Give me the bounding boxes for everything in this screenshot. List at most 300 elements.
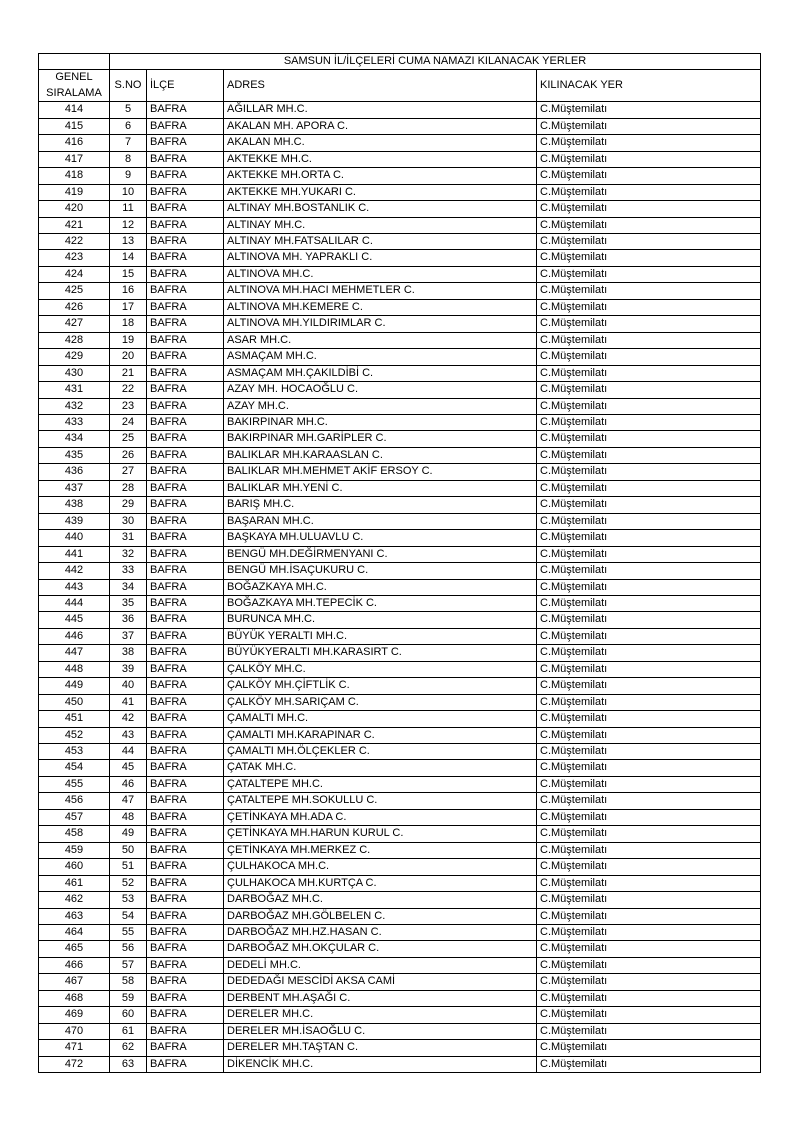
cell-yer: C.Müştemilatı [537,118,761,134]
cell-yer: C.Müştemilatı [537,497,761,513]
cell-adres: BENGÜ MH.İSAÇUKURU C. [224,563,537,579]
table-row [39,168,761,184]
cell-genel: 416 [39,135,110,151]
cell-adres: ÇAMALTI MH.C. [224,711,537,727]
cell-sno: 51 [110,859,147,875]
cell-genel: 425 [39,283,110,299]
cell-sno: 47 [110,793,147,809]
cell-sno: 32 [110,546,147,562]
cell-sno: 27 [110,464,147,480]
cell-adres: BENGÜ MH.DEĞİRMENYANI C. [224,546,537,562]
cell-yer: C.Müştemilatı [537,793,761,809]
cell-sno: 37 [110,628,147,644]
cell-sno: 45 [110,760,147,776]
cell-sno: 14 [110,250,147,266]
cell-genel: 472 [39,1056,110,1072]
cell-yer: C.Müştemilatı [537,990,761,1006]
cell-adres: ALTINAY MH.BOSTANLIK C. [224,201,537,217]
cell-genel: 465 [39,941,110,957]
cell-ilce: BAFRA [147,760,224,776]
cell-ilce: BAFRA [147,793,224,809]
cell-ilce: BAFRA [147,431,224,447]
cell-adres: ÇALKÖY MH.ÇİFTLİK C. [224,678,537,694]
col-header-sno: S.NO [110,70,147,102]
table-row [39,431,761,447]
cell-adres: ALTINOVA MH.C. [224,266,537,282]
cell-adres: BALIKLAR MH.MEHMET AKİF ERSOY C. [224,464,537,480]
cell-ilce: BAFRA [147,118,224,134]
cell-sno: 15 [110,266,147,282]
cell-ilce: BAFRA [147,612,224,628]
cell-genel: 433 [39,414,110,430]
table-row [39,875,761,891]
table-row [39,612,761,628]
blank-corner-cell [39,54,110,70]
cell-yer: C.Müştemilatı [537,1023,761,1039]
table-row [39,135,761,151]
cell-ilce: BAFRA [147,711,224,727]
cell-adres: BALIKLAR MH.YENİ C. [224,480,537,496]
cell-sno: 31 [110,530,147,546]
cell-yer: C.Müştemilatı [537,842,761,858]
cell-genel: 447 [39,645,110,661]
cell-genel: 470 [39,1023,110,1039]
table-row [39,776,761,792]
cell-genel: 452 [39,727,110,743]
cell-sno: 62 [110,1040,147,1056]
cell-sno: 57 [110,957,147,973]
table-row [39,266,761,282]
cell-yer: C.Müştemilatı [537,908,761,924]
cell-adres: DERBENT MH.AŞAĞI C. [224,990,537,1006]
cell-sno: 18 [110,316,147,332]
cell-genel: 422 [39,233,110,249]
cell-ilce: BAFRA [147,1056,224,1072]
cell-yer: C.Müştemilatı [537,365,761,381]
cell-adres: BARIŞ MH.C. [224,497,537,513]
cell-genel: 438 [39,497,110,513]
table-row [39,299,761,315]
cell-adres: DARBOĞAZ MH.C. [224,892,537,908]
cell-yer: C.Müştemilatı [537,974,761,990]
cell-ilce: BAFRA [147,957,224,973]
cell-sno: 24 [110,414,147,430]
cell-yer: C.Müştemilatı [537,250,761,266]
cell-sno: 42 [110,711,147,727]
cell-genel: 418 [39,168,110,184]
cell-ilce: BAFRA [147,1040,224,1056]
cell-ilce: BAFRA [147,480,224,496]
cell-sno: 34 [110,579,147,595]
cell-ilce: BAFRA [147,925,224,941]
cell-genel: 441 [39,546,110,562]
cell-adres: BÜYÜK YERALTI MH.C. [224,628,537,644]
page-title: SAMSUN İL/İLÇELERİ CUMA NAMAZI KILANACAK YERLER [110,54,761,70]
cell-ilce: BAFRA [147,414,224,430]
cell-sno: 13 [110,233,147,249]
cell-sno: 54 [110,908,147,924]
cell-yer: C.Müştemilatı [537,612,761,628]
cell-sno: 33 [110,563,147,579]
cell-genel: 457 [39,809,110,825]
cell-ilce: BAFRA [147,579,224,595]
cell-ilce: BAFRA [147,201,224,217]
cell-genel: 420 [39,201,110,217]
table-row [39,497,761,513]
cell-yer: C.Müştemilatı [537,892,761,908]
cell-genel: 426 [39,299,110,315]
cell-ilce: BAFRA [147,678,224,694]
cell-ilce: BAFRA [147,990,224,1006]
cell-adres: ÇAMALTI MH.KARAPINAR C. [224,727,537,743]
cell-adres: ÇULHAKOCA MH.C. [224,859,537,875]
table-row [39,530,761,546]
cell-adres: DERELER MH.İSAOĞLU C. [224,1023,537,1039]
table-row [39,859,761,875]
cell-adres: BAŞKAYA MH.ULUAVLU C. [224,530,537,546]
cell-adres: AKTEKKE MH.ORTA C. [224,168,537,184]
cell-yer: C.Müştemilatı [537,431,761,447]
cell-genel: 415 [39,118,110,134]
table-row [39,579,761,595]
table-row [39,661,761,677]
cell-yer: C.Müştemilatı [537,875,761,891]
cell-sno: 23 [110,398,147,414]
cell-sno: 21 [110,365,147,381]
table-row [39,1056,761,1072]
cell-adres: BAKIRPINAR MH.GARİPLER C. [224,431,537,447]
cell-adres: ALTINOVA MH. YAPRAKLI C. [224,250,537,266]
cell-genel: 462 [39,892,110,908]
cell-sno: 40 [110,678,147,694]
cell-genel: 461 [39,875,110,891]
cell-sno: 10 [110,184,147,200]
cell-sno: 9 [110,168,147,184]
cell-adres: BOĞAZKAYA MH.TEPECİK C. [224,595,537,611]
cell-ilce: BAFRA [147,513,224,529]
cell-genel: 463 [39,908,110,924]
table-row [39,382,761,398]
cell-yer: C.Müştemilatı [537,546,761,562]
cell-adres: AZAY MH. HOCAOĞLU C. [224,382,537,398]
table-row [39,595,761,611]
table-row [39,233,761,249]
cell-ilce: BAFRA [147,941,224,957]
cell-ilce: BAFRA [147,645,224,661]
cell-genel: 437 [39,480,110,496]
cell-ilce: BAFRA [147,382,224,398]
cell-sno: 44 [110,744,147,760]
cell-genel: 419 [39,184,110,200]
cell-ilce: BAFRA [147,250,224,266]
cell-ilce: BAFRA [147,1007,224,1023]
cell-genel: 453 [39,744,110,760]
cell-genel: 464 [39,925,110,941]
cell-sno: 48 [110,809,147,825]
cell-ilce: BAFRA [147,530,224,546]
table-row [39,941,761,957]
cell-yer: C.Müştemilatı [537,102,761,118]
cell-yer: C.Müştemilatı [537,760,761,776]
cell-adres: ÇULHAKOCA MH.KURTÇA C. [224,875,537,891]
cell-adres: DEDELİ MH.C. [224,957,537,973]
table-row [39,760,761,776]
cell-yer: C.Müştemilatı [537,135,761,151]
cell-ilce: BAFRA [147,563,224,579]
cell-genel: 450 [39,694,110,710]
cell-genel: 446 [39,628,110,644]
cell-genel: 435 [39,447,110,463]
cell-ilce: BAFRA [147,497,224,513]
cell-ilce: BAFRA [147,266,224,282]
cell-genel: 454 [39,760,110,776]
table-row [39,727,761,743]
cell-ilce: BAFRA [147,1023,224,1039]
cell-yer: C.Müştemilatı [537,563,761,579]
cell-adres: ALTINOVA MH.HACI MEHMETLER C. [224,283,537,299]
cell-adres: ÇATALTEPE MH.C. [224,776,537,792]
cell-ilce: BAFRA [147,661,224,677]
cell-ilce: BAFRA [147,727,224,743]
table-row [39,793,761,809]
cell-sno: 43 [110,727,147,743]
table-row [39,990,761,1006]
table-row [39,892,761,908]
cell-ilce: BAFRA [147,233,224,249]
cell-sno: 41 [110,694,147,710]
cell-ilce: BAFRA [147,135,224,151]
cell-yer: C.Müştemilatı [537,809,761,825]
table-row [39,151,761,167]
cell-yer: C.Müştemilatı [537,957,761,973]
table-row [39,201,761,217]
cell-adres: ÇALKÖY MH.C. [224,661,537,677]
cell-yer: C.Müştemilatı [537,595,761,611]
mosque-list-table [38,53,761,1073]
cell-yer: C.Müştemilatı [537,382,761,398]
cell-adres: BALIKLAR MH.KARAASLAN C. [224,447,537,463]
cell-ilce: BAFRA [147,842,224,858]
table-row [39,283,761,299]
cell-adres: ÇATAK MH.C. [224,760,537,776]
cell-ilce: BAFRA [147,184,224,200]
cell-sno: 46 [110,776,147,792]
cell-ilce: BAFRA [147,217,224,233]
cell-ilce: BAFRA [147,859,224,875]
cell-adres: ÇATALTEPE MH.SOKULLU C. [224,793,537,809]
col-header-genel: GENEL SIRALAMA [39,70,110,102]
cell-yer: C.Müştemilatı [537,628,761,644]
cell-ilce: BAFRA [147,464,224,480]
cell-yer: C.Müştemilatı [537,727,761,743]
cell-adres: AĞILLAR MH.C. [224,102,537,118]
table-row [39,447,761,463]
cell-genel: 451 [39,711,110,727]
cell-genel: 436 [39,464,110,480]
cell-sno: 25 [110,431,147,447]
cell-yer: C.Müştemilatı [537,941,761,957]
table-row [39,678,761,694]
cell-yer: C.Müştemilatı [537,579,761,595]
cell-adres: DEDEDAĞI MESCİDİ AKSA CAMİ [224,974,537,990]
cell-genel: 460 [39,859,110,875]
cell-yer: C.Müştemilatı [537,168,761,184]
cell-ilce: BAFRA [147,102,224,118]
cell-ilce: BAFRA [147,168,224,184]
col-header-ilce: İLÇE [147,70,224,102]
cell-genel: 428 [39,332,110,348]
cell-genel: 429 [39,349,110,365]
cell-ilce: BAFRA [147,694,224,710]
cell-ilce: BAFRA [147,628,224,644]
cell-ilce: BAFRA [147,908,224,924]
cell-yer: C.Müştemilatı [537,530,761,546]
cell-yer: C.Müştemilatı [537,233,761,249]
cell-yer: C.Müştemilatı [537,694,761,710]
table-row [39,414,761,430]
cell-genel: 432 [39,398,110,414]
cell-sno: 59 [110,990,147,1006]
cell-adres: BAKIRPINAR MH.C. [224,414,537,430]
cell-genel: 414 [39,102,110,118]
cell-sno: 53 [110,892,147,908]
cell-ilce: BAFRA [147,974,224,990]
cell-sno: 36 [110,612,147,628]
table-row [39,1007,761,1023]
table-row [39,563,761,579]
cell-genel: 458 [39,826,110,842]
table-row [39,744,761,760]
cell-genel: 417 [39,151,110,167]
cell-genel: 430 [39,365,110,381]
cell-sno: 28 [110,480,147,496]
cell-yer: C.Müştemilatı [537,447,761,463]
cell-sno: 58 [110,974,147,990]
cell-sno: 11 [110,201,147,217]
cell-sno: 17 [110,299,147,315]
cell-genel: 455 [39,776,110,792]
cell-ilce: BAFRA [147,744,224,760]
col-header-adres: ADRES [224,70,537,102]
table-row [39,925,761,941]
cell-adres: AKTEKKE MH.YUKARI C. [224,184,537,200]
cell-yer: C.Müştemilatı [537,661,761,677]
cell-sno: 60 [110,1007,147,1023]
cell-sno: 26 [110,447,147,463]
table-row [39,184,761,200]
cell-adres: ÇAMALTI MH.ÖLÇEKLER C. [224,744,537,760]
cell-sno: 38 [110,645,147,661]
cell-genel: 445 [39,612,110,628]
cell-ilce: BAFRA [147,332,224,348]
table-row [39,842,761,858]
cell-yer: C.Müştemilatı [537,678,761,694]
cell-sno: 8 [110,151,147,167]
cell-adres: ASMAÇAM MH.ÇAKILDİBİ C. [224,365,537,381]
cell-adres: ALTINAY MH.FATSALILAR C. [224,233,537,249]
cell-yer: C.Müştemilatı [537,414,761,430]
cell-adres: BOĞAZKAYA MH.C. [224,579,537,595]
cell-ilce: BAFRA [147,316,224,332]
table-row [39,711,761,727]
table-row [39,398,761,414]
cell-genel: 423 [39,250,110,266]
cell-adres: DARBOĞAZ MH.GÖLBELEN C. [224,908,537,924]
cell-genel: 459 [39,842,110,858]
cell-yer: C.Müştemilatı [537,151,761,167]
cell-adres: AKALAN MH. APORA C. [224,118,537,134]
cell-genel: 466 [39,957,110,973]
cell-genel: 431 [39,382,110,398]
cell-yer: C.Müştemilatı [537,645,761,661]
cell-genel: 439 [39,513,110,529]
cell-ilce: BAFRA [147,826,224,842]
cell-adres: BAŞARAN MH.C. [224,513,537,529]
table-row [39,645,761,661]
table-row [39,480,761,496]
cell-adres: AKTEKKE MH.C. [224,151,537,167]
cell-adres: DERELER MH.TAŞTAN C. [224,1040,537,1056]
cell-adres: ALTINOVA MH.KEMERE C. [224,299,537,315]
cell-yer: C.Müştemilatı [537,184,761,200]
cell-ilce: BAFRA [147,875,224,891]
table-row [39,332,761,348]
cell-genel: 471 [39,1040,110,1056]
cell-ilce: BAFRA [147,151,224,167]
table-row [39,694,761,710]
cell-yer: C.Müştemilatı [537,513,761,529]
cell-genel: 449 [39,678,110,694]
cell-adres: ÇALKÖY MH.SARIÇAM C. [224,694,537,710]
cell-adres: ASMAÇAM MH.C. [224,349,537,365]
cell-yer: C.Müştemilatı [537,299,761,315]
cell-genel: 469 [39,1007,110,1023]
cell-ilce: BAFRA [147,447,224,463]
cell-sno: 35 [110,595,147,611]
table-row [39,546,761,562]
cell-sno: 7 [110,135,147,151]
cell-yer: C.Müştemilatı [537,1007,761,1023]
cell-ilce: BAFRA [147,349,224,365]
cell-yer: C.Müştemilatı [537,711,761,727]
cell-ilce: BAFRA [147,595,224,611]
cell-adres: BÜYÜKYERALTI MH.KARASIRT C. [224,645,537,661]
cell-yer: C.Müştemilatı [537,266,761,282]
cell-ilce: BAFRA [147,892,224,908]
cell-genel: 434 [39,431,110,447]
header-row [39,70,761,102]
cell-sno: 5 [110,102,147,118]
cell-genel: 443 [39,579,110,595]
cell-adres: ASAR MH.C. [224,332,537,348]
cell-yer: C.Müştemilatı [537,283,761,299]
cell-adres: ÇETİNKAYA MH.HARUN KURUL C. [224,826,537,842]
table-row [39,118,761,134]
cell-sno: 52 [110,875,147,891]
table-row [39,365,761,381]
table-row [39,349,761,365]
cell-sno: 63 [110,1056,147,1072]
cell-yer: C.Müştemilatı [537,398,761,414]
table-row [39,102,761,118]
cell-adres: ALTINOVA MH.YILDIRIMLAR C. [224,316,537,332]
table-row [39,826,761,842]
table-row [39,809,761,825]
cell-yer: C.Müştemilatı [537,316,761,332]
cell-adres: DERELER MH.C. [224,1007,537,1023]
cell-adres: AZAY MH.C. [224,398,537,414]
title-row [39,54,761,70]
